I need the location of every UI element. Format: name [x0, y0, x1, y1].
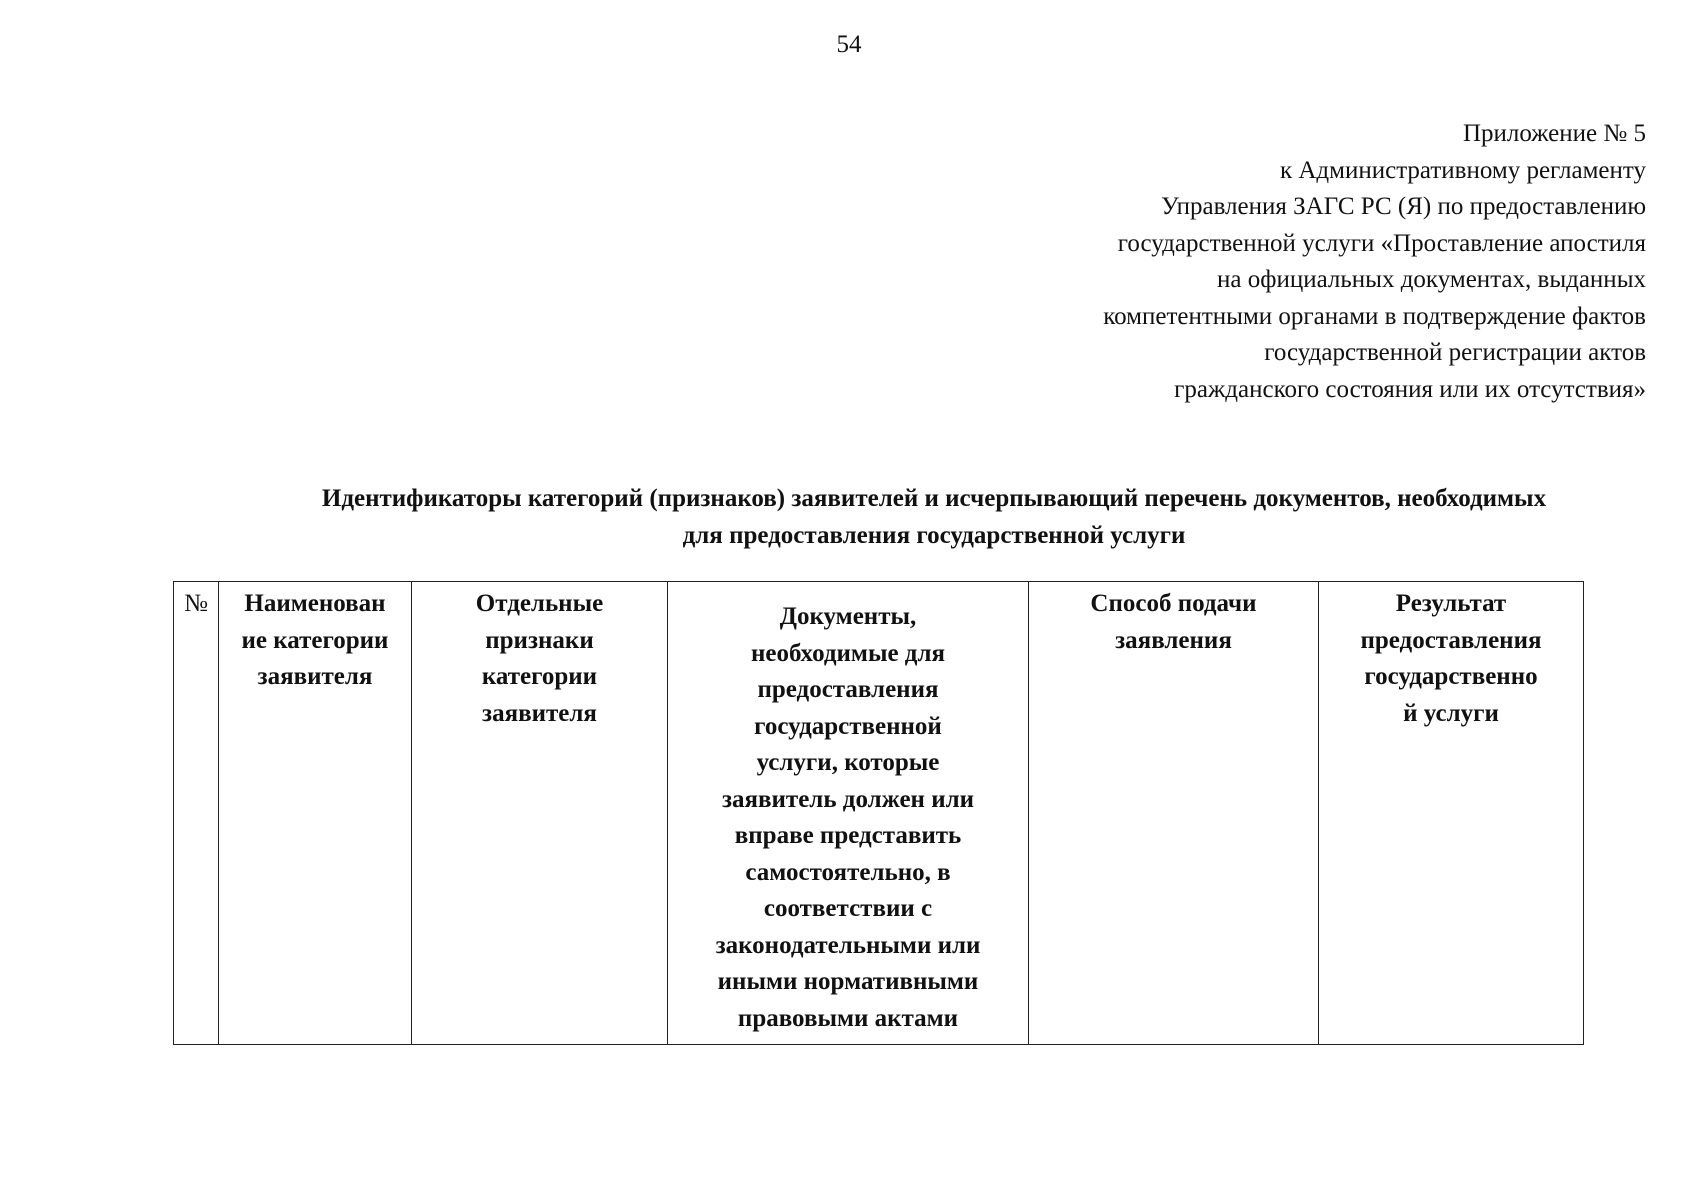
appendix-line: Управления ЗАГС РС (Я) по предоставлению: [1161, 193, 1646, 220]
table-header-row: [174, 582, 1584, 1045]
document-title: [218, 481, 1650, 554]
header-cell-category-name: [219, 582, 412, 1045]
header-service-result-label: Результат предоставления государственно й услуги: [1360, 590, 1542, 727]
header-category-features-label: Отдельные признаки категории заявителя: [475, 590, 604, 727]
header-category-name-label: Наименован ие категории заявителя: [241, 590, 389, 690]
appendix-line: государственной регистрации актов: [1264, 339, 1646, 366]
document-title-line: Идентификаторы категорий (признаков) заявителей и исчерпывающий перечень документов, необходимых: [321, 485, 1547, 512]
header-cell-required-documents: [668, 582, 1029, 1045]
header-submission-method-label: Способ подачи заявления: [1090, 590, 1257, 654]
header-required-documents-label: Документы, необходимые для предоставления государственной услуги, которые заявитель должен или вправе представить самостоятельно, в соответствии с законодательными или иными нормативными правовыми актами: [715, 603, 981, 1032]
appendix-block: [886, 116, 1646, 408]
appendix-line: гражданского состояния или их отсутствия»: [1174, 375, 1646, 403]
appendix-line: государственной услуги «Проставление апостиля: [1117, 229, 1646, 257]
appendix-line: компетентными органами в подтверждение фактов: [1103, 302, 1646, 330]
header-cell-number: [174, 582, 219, 1045]
appendix-line: к Административному регламенту: [1279, 156, 1646, 184]
applicant-categories-table: [173, 581, 1584, 1045]
document-title-line: для предоставления государственной услуги: [682, 521, 1186, 549]
header-cell-submission-method: [1029, 582, 1319, 1045]
header-cell-category-features: [412, 582, 668, 1045]
header-cell-service-result: [1319, 582, 1584, 1045]
header-number-label: №: [184, 590, 208, 617]
page-number: 54: [836, 31, 862, 58]
appendix-line: на официальных документах, выданных: [1217, 266, 1646, 293]
appendix-line: Приложение № 5: [1462, 120, 1646, 147]
